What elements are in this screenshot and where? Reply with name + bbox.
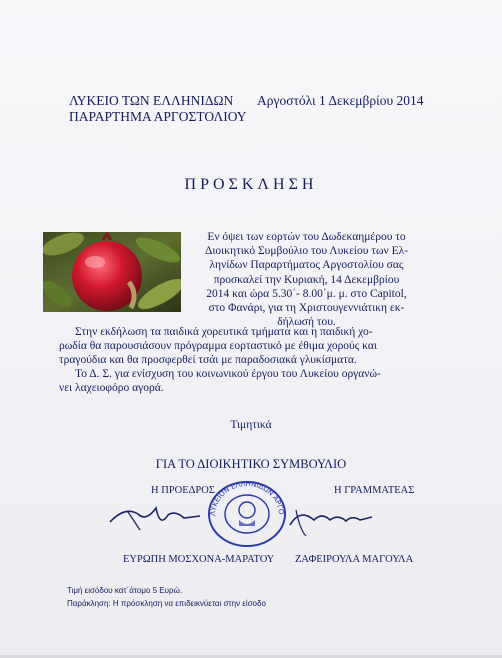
intro-line: στο Φανάρι, για τη Χριστουγεννιάτικη εκ-: [208, 302, 405, 315]
intro-line: Διοικητικό Συμβούλιο του Λυκείου των Ελ-: [204, 245, 409, 258]
letter-date: Αργοστόλι 1 Δεκεμβρίου 2014: [257, 93, 424, 108]
board-heading: ΓΙΑ ΤΟ ΔΙΟΙΚΗΤΙΚΟ ΣΥΜΒΟΥΛΙΟ: [155, 457, 347, 471]
secretary-role: Η ΓΡΑΜΜΑΤΕΑΣ: [334, 485, 415, 496]
paragraph-line: Στην εκδήλωση τα παιδικά χορευτικά τμήματα και η παιδική χο-: [75, 326, 373, 338]
official-stamp: [205, 476, 289, 548]
stamp-text: ΛΥΚΕΙΟΝ ΕΛΛΗΝΙΔΩΝ ΑΡΓΟ: [208, 479, 286, 517]
president-signature: [110, 508, 200, 522]
paragraph-line: Το Δ. Σ. για ενίσχυση του κοινωνικού έργου του Λυκείου οργανώ-: [75, 368, 381, 380]
document-title: ΠΡΟΣΚΛΗΣΗ: [184, 176, 318, 193]
paragraph-line: τραγούδια και θα προσφερθεί τσάι με παραδοσιακά γλυκίσματα.: [59, 354, 357, 367]
entry-note: Παράκληση: Η πρόσκληση να επιδεικνύεται στην είσοδο: [67, 599, 266, 608]
intro-line: δήλωσή του.: [277, 316, 336, 329]
president-name: ΕΥΡΩΠΗ ΜΟΣΧΟΝΑ-ΜΑΡΑΤΟΥ: [123, 554, 275, 565]
stamp-seal-icon: [205, 476, 289, 548]
paragraph-line: νει λαχειοφόρο αγορά.: [59, 382, 164, 395]
paragraph-line: ρωδία θα παρουσιάσουν πρόγραμμα εορταστικό με έθιμα χορούς και: [59, 340, 377, 353]
intro-line: προσκαλεί την Κυριακή, 14 Δεκεμβρίου: [213, 273, 400, 286]
intro-line: 2014 και ώρα 5.30΄- 8.00΄μ. μ. στο Capitol,: [206, 287, 407, 300]
organization-name: ΛΥΚΕΙΟ ΤΩΝ ΕΛΛΗΝΙΔΩΝ: [69, 93, 234, 108]
organization-branch: ΠΑΡΑΡΤΗΜΑ ΑΡΓΟΣΤΟΛΙΟΥ: [69, 109, 247, 124]
president-role: Η ΠΡΟΕΔΡΟΣ: [151, 485, 215, 496]
closing-salutation: Τιμητικά: [230, 419, 272, 431]
intro-line: ληνίδων Παραρτήματος Αργοστολίου σας: [209, 259, 404, 272]
secretary-signature: [290, 515, 372, 525]
svg-text:ΛΥΚΕΙΟΝ ΕΛΛΗΝΙΔΩΝ ΑΡΓΟΣΤΟΛΙΟΥ: [205, 476, 285, 516]
intro-line: Εν όψει των εορτών του Δωδεκαημέρου το: [207, 231, 406, 243]
entry-fee: Τιμή εισόδου κατ΄άτομο 5 Ευρώ.: [67, 586, 183, 595]
secretary-name: ΖΑΦΕΙΡΟΥΛΑ ΜΑΓΟΥΛΑ: [295, 554, 414, 565]
